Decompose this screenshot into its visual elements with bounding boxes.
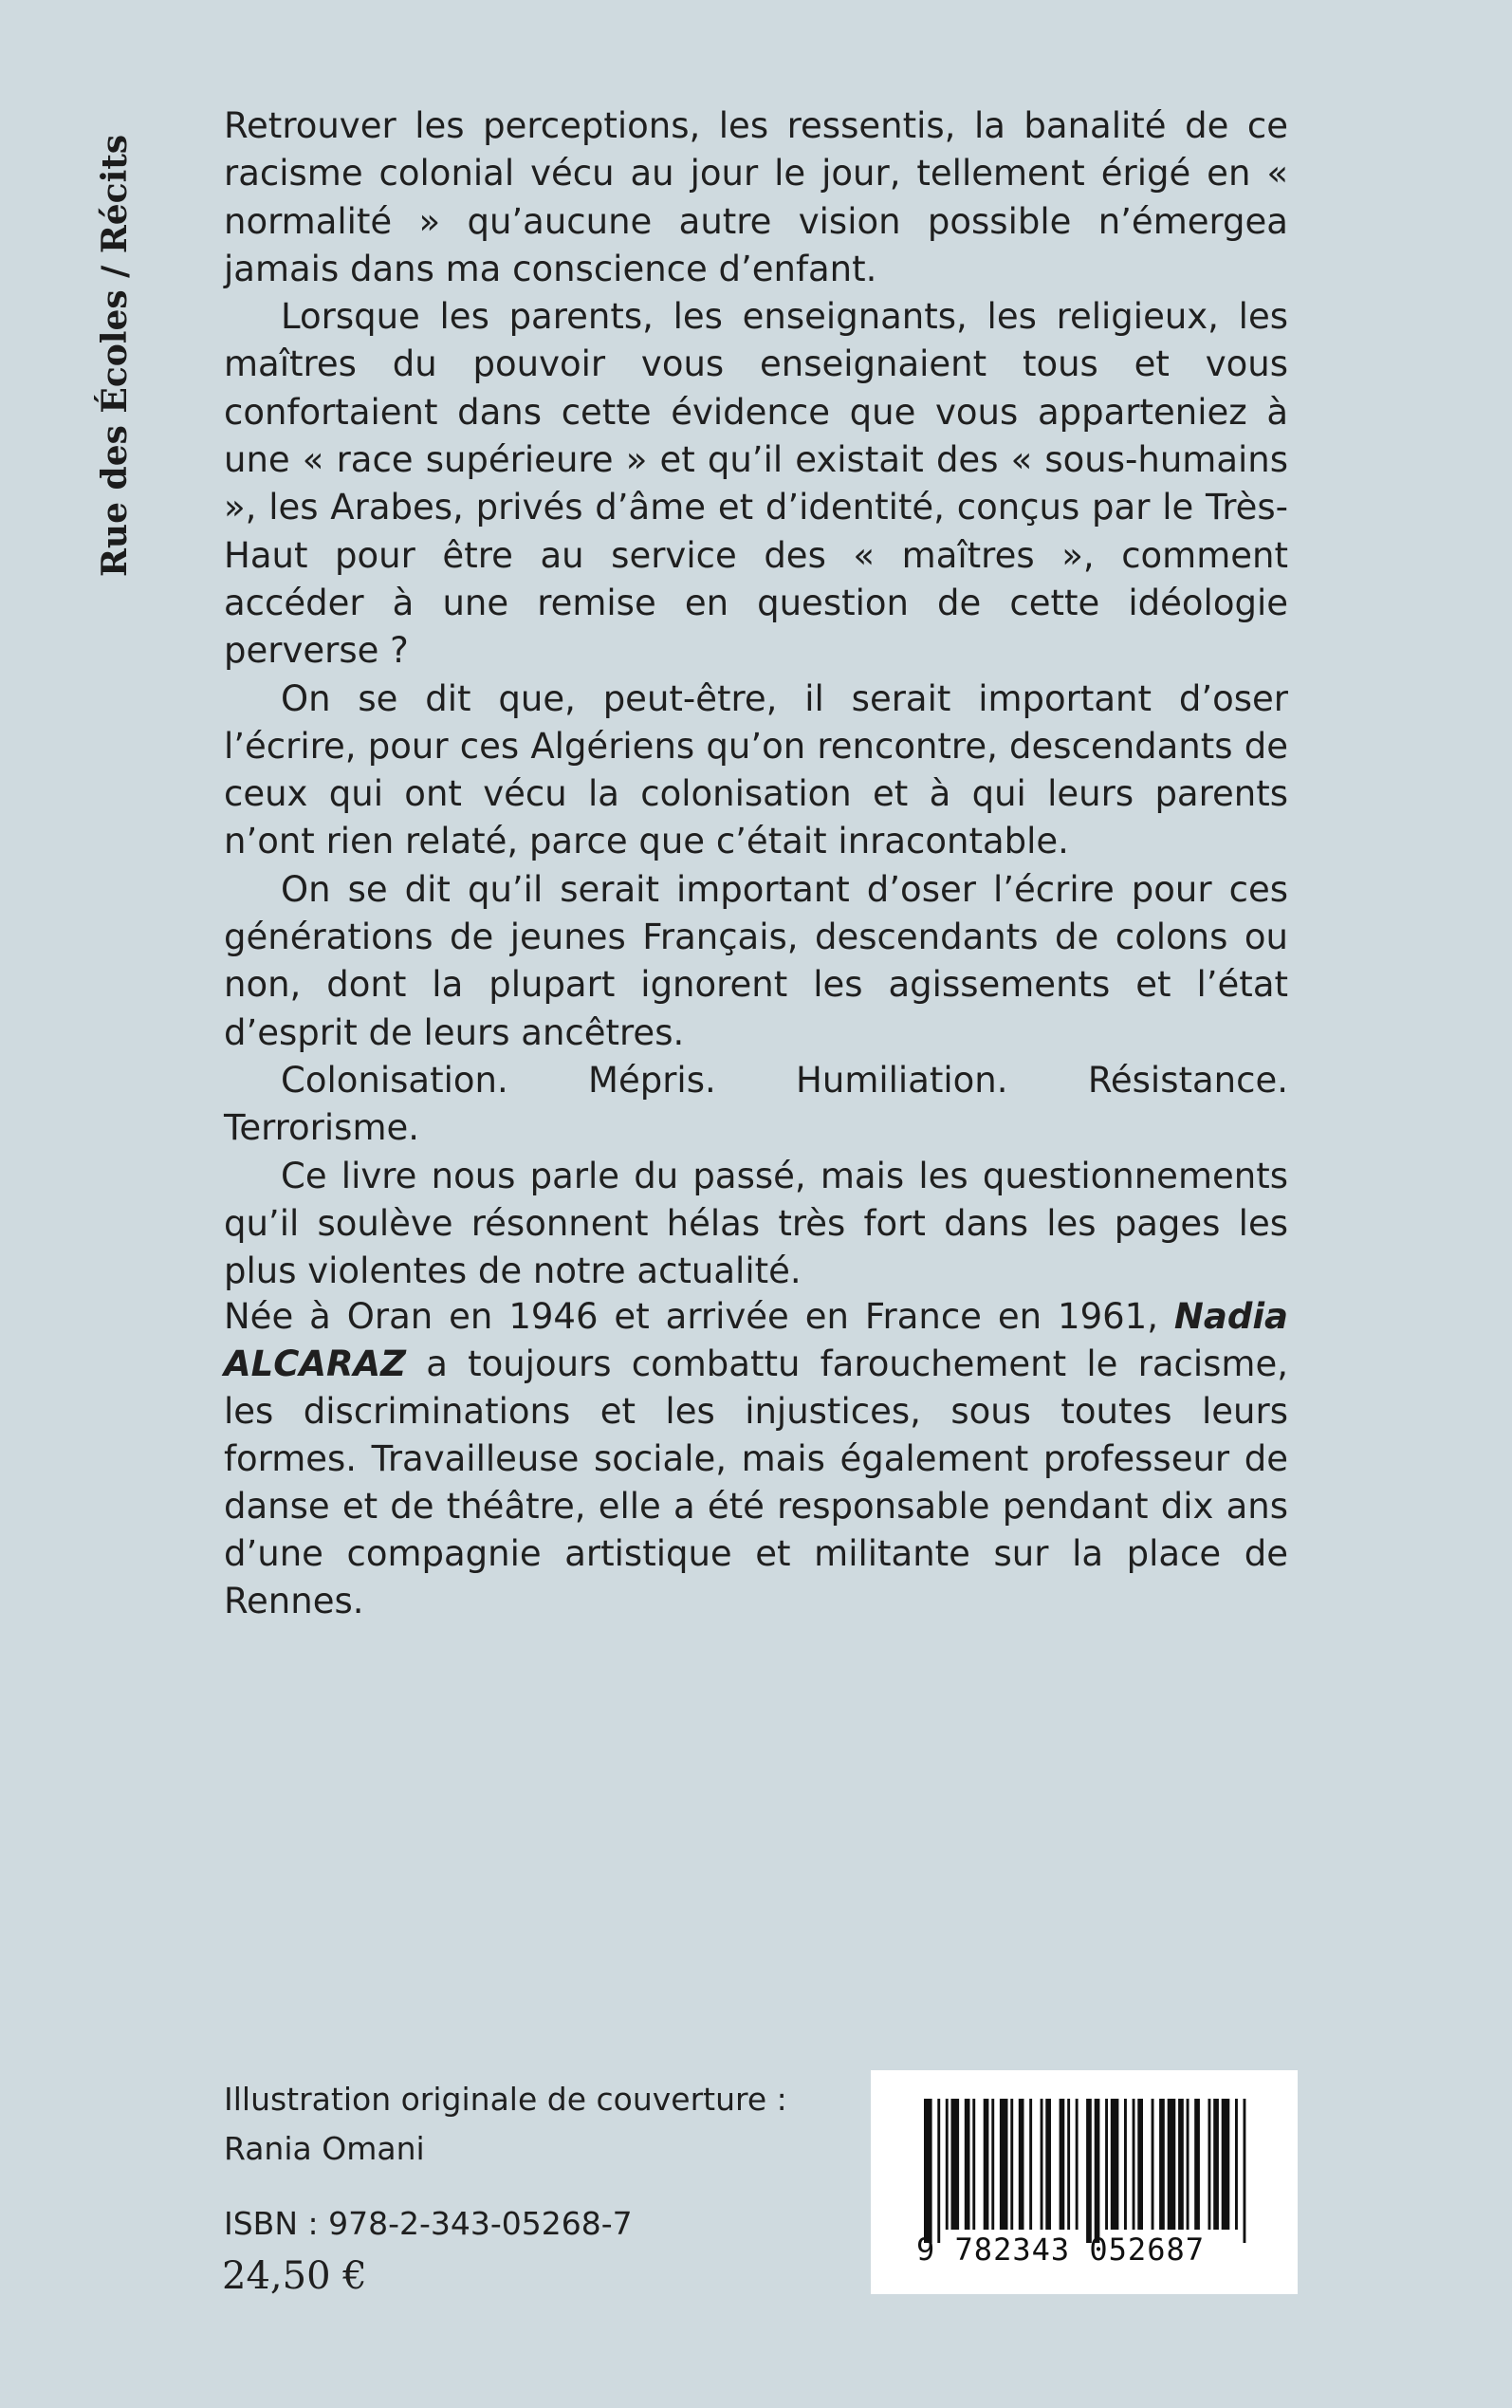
barcode-bar (1194, 2099, 1200, 2230)
barcode-bar (1029, 2099, 1032, 2230)
barcode-bar (1213, 2099, 1219, 2230)
barcode-bar (1244, 2099, 1246, 2243)
barcode-bar (1045, 2099, 1051, 2230)
blurb-paragraph-1: Retrouver les perceptions, les ressentis, la banalité de ce racisme colonial vécu au jour le jour, tellement érigé en « normalité » qu’aucune autre vision possible n’émergea jamais dans ma conscience d’enfant. (224, 105, 1288, 289)
illustration-credit-artist: Rania Omani (224, 2130, 425, 2167)
barcode-bar (1124, 2099, 1127, 2230)
barcode-bar (1060, 2099, 1065, 2230)
author-name: Nadia ALCARAZ (224, 1296, 1288, 1384)
barcode-bar (1137, 2099, 1143, 2230)
author-bio-lead: Née à Oran en 1946 et arrivée en France en 1961, (224, 1296, 1174, 1337)
blurb-paragraph-6: Ce livre nous parle du passé, mais les questionnements qu’il soulève résonnent hélas très fort dans les pages les plus violentes de notre actualité. (224, 1155, 1288, 1292)
blurb-paragraph-5: Colonisation. Mépris. Humiliation. Résistance. Terrorisme. (224, 1059, 1288, 1149)
barcode-bar (1187, 2099, 1189, 2230)
barcode-bar (946, 2099, 949, 2230)
barcode-bar (1010, 2099, 1013, 2230)
barcode-bar (984, 2099, 989, 2230)
barcode-bar (991, 2099, 994, 2230)
barcode-bar (972, 2099, 975, 2230)
barcode-bar (1000, 2099, 1008, 2230)
barcode-digits: 9 782343 052687 (916, 2232, 1205, 2268)
barcode-bar (1019, 2099, 1024, 2230)
barcode-bar (1208, 2099, 1211, 2230)
barcode-bar (965, 2099, 970, 2230)
illustration-credit (224, 2075, 787, 2174)
blurb-paragraph-2: Lorsque les parents, les enseignants, les religieux, les maîtres du pouvoir vous enseignaient tous et vous confortaient dans cette évidence que vous apparteniez à une « race supérieure » et qu’il existait des « sous-humains », les Arabes, privés d’âme et d’identité, conçus par le Très-Haut pour être au service des « maîtres », comment accéder à une remise en question de cette idéologie perverse ? (224, 296, 1288, 672)
barcode-bar (1235, 2099, 1238, 2230)
barcode-bar (1067, 2099, 1070, 2230)
barcode-bar (1086, 2099, 1092, 2243)
back-cover-blurb (224, 102, 1288, 1295)
barcode-bar (1222, 2099, 1230, 2230)
barcode-bar (937, 2099, 940, 2243)
author-bio-rest: a toujours combattu farouchement le racisme, les discriminations et les injustices, sous toutes leurs formes. Travailleuse sociale, mais également professeur de danse et de théâtre, elle a été responsable pendant dix ans d’une compagnie artistique et militante sur la place de Rennes. (224, 1343, 1288, 1621)
barcode (871, 2070, 1298, 2294)
isbn-number: ISBN : 978-2-343-05268-7 (224, 2205, 633, 2242)
barcode-bar (951, 2099, 960, 2230)
blurb-paragraph-4: On se dit qu’il serait important d’oser l’écrire pour ces générations de jeunes Français, descendants de colons ou non, dont la plupart ignorent les agissements et l’état d’esprit de leurs ancêtres. (224, 868, 1288, 1053)
barcode-bar (1041, 2099, 1043, 2230)
barcode-bar (1168, 2099, 1176, 2230)
barcode-bar (1152, 2099, 1154, 2230)
barcode-bar (1178, 2099, 1184, 2230)
barcode-bar (1095, 2099, 1100, 2243)
author-bio (224, 1293, 1288, 1625)
barcode-bar (1111, 2099, 1119, 2230)
barcode-bar (1159, 2099, 1165, 2230)
illustration-credit-label: Illustration originale de couverture : (224, 2081, 787, 2118)
spine-collection-title: Rue des Écoles / Récits (95, 134, 135, 577)
barcode-bar (1133, 2099, 1135, 2230)
barcode-bar (924, 2099, 932, 2243)
blurb-paragraph-3: On se dit que, peut-être, il serait important d’oser l’écrire, pour ces Algériens qu’on rencontre, descendants de ceux qui ont vécu la colonisation et à qui leurs parents n’ont rien relaté, parce que c’était inracontable. (224, 677, 1288, 862)
barcode-bar (1105, 2099, 1108, 2230)
price: 24,50 € (222, 2254, 367, 2298)
barcode-bar (1076, 2099, 1079, 2230)
